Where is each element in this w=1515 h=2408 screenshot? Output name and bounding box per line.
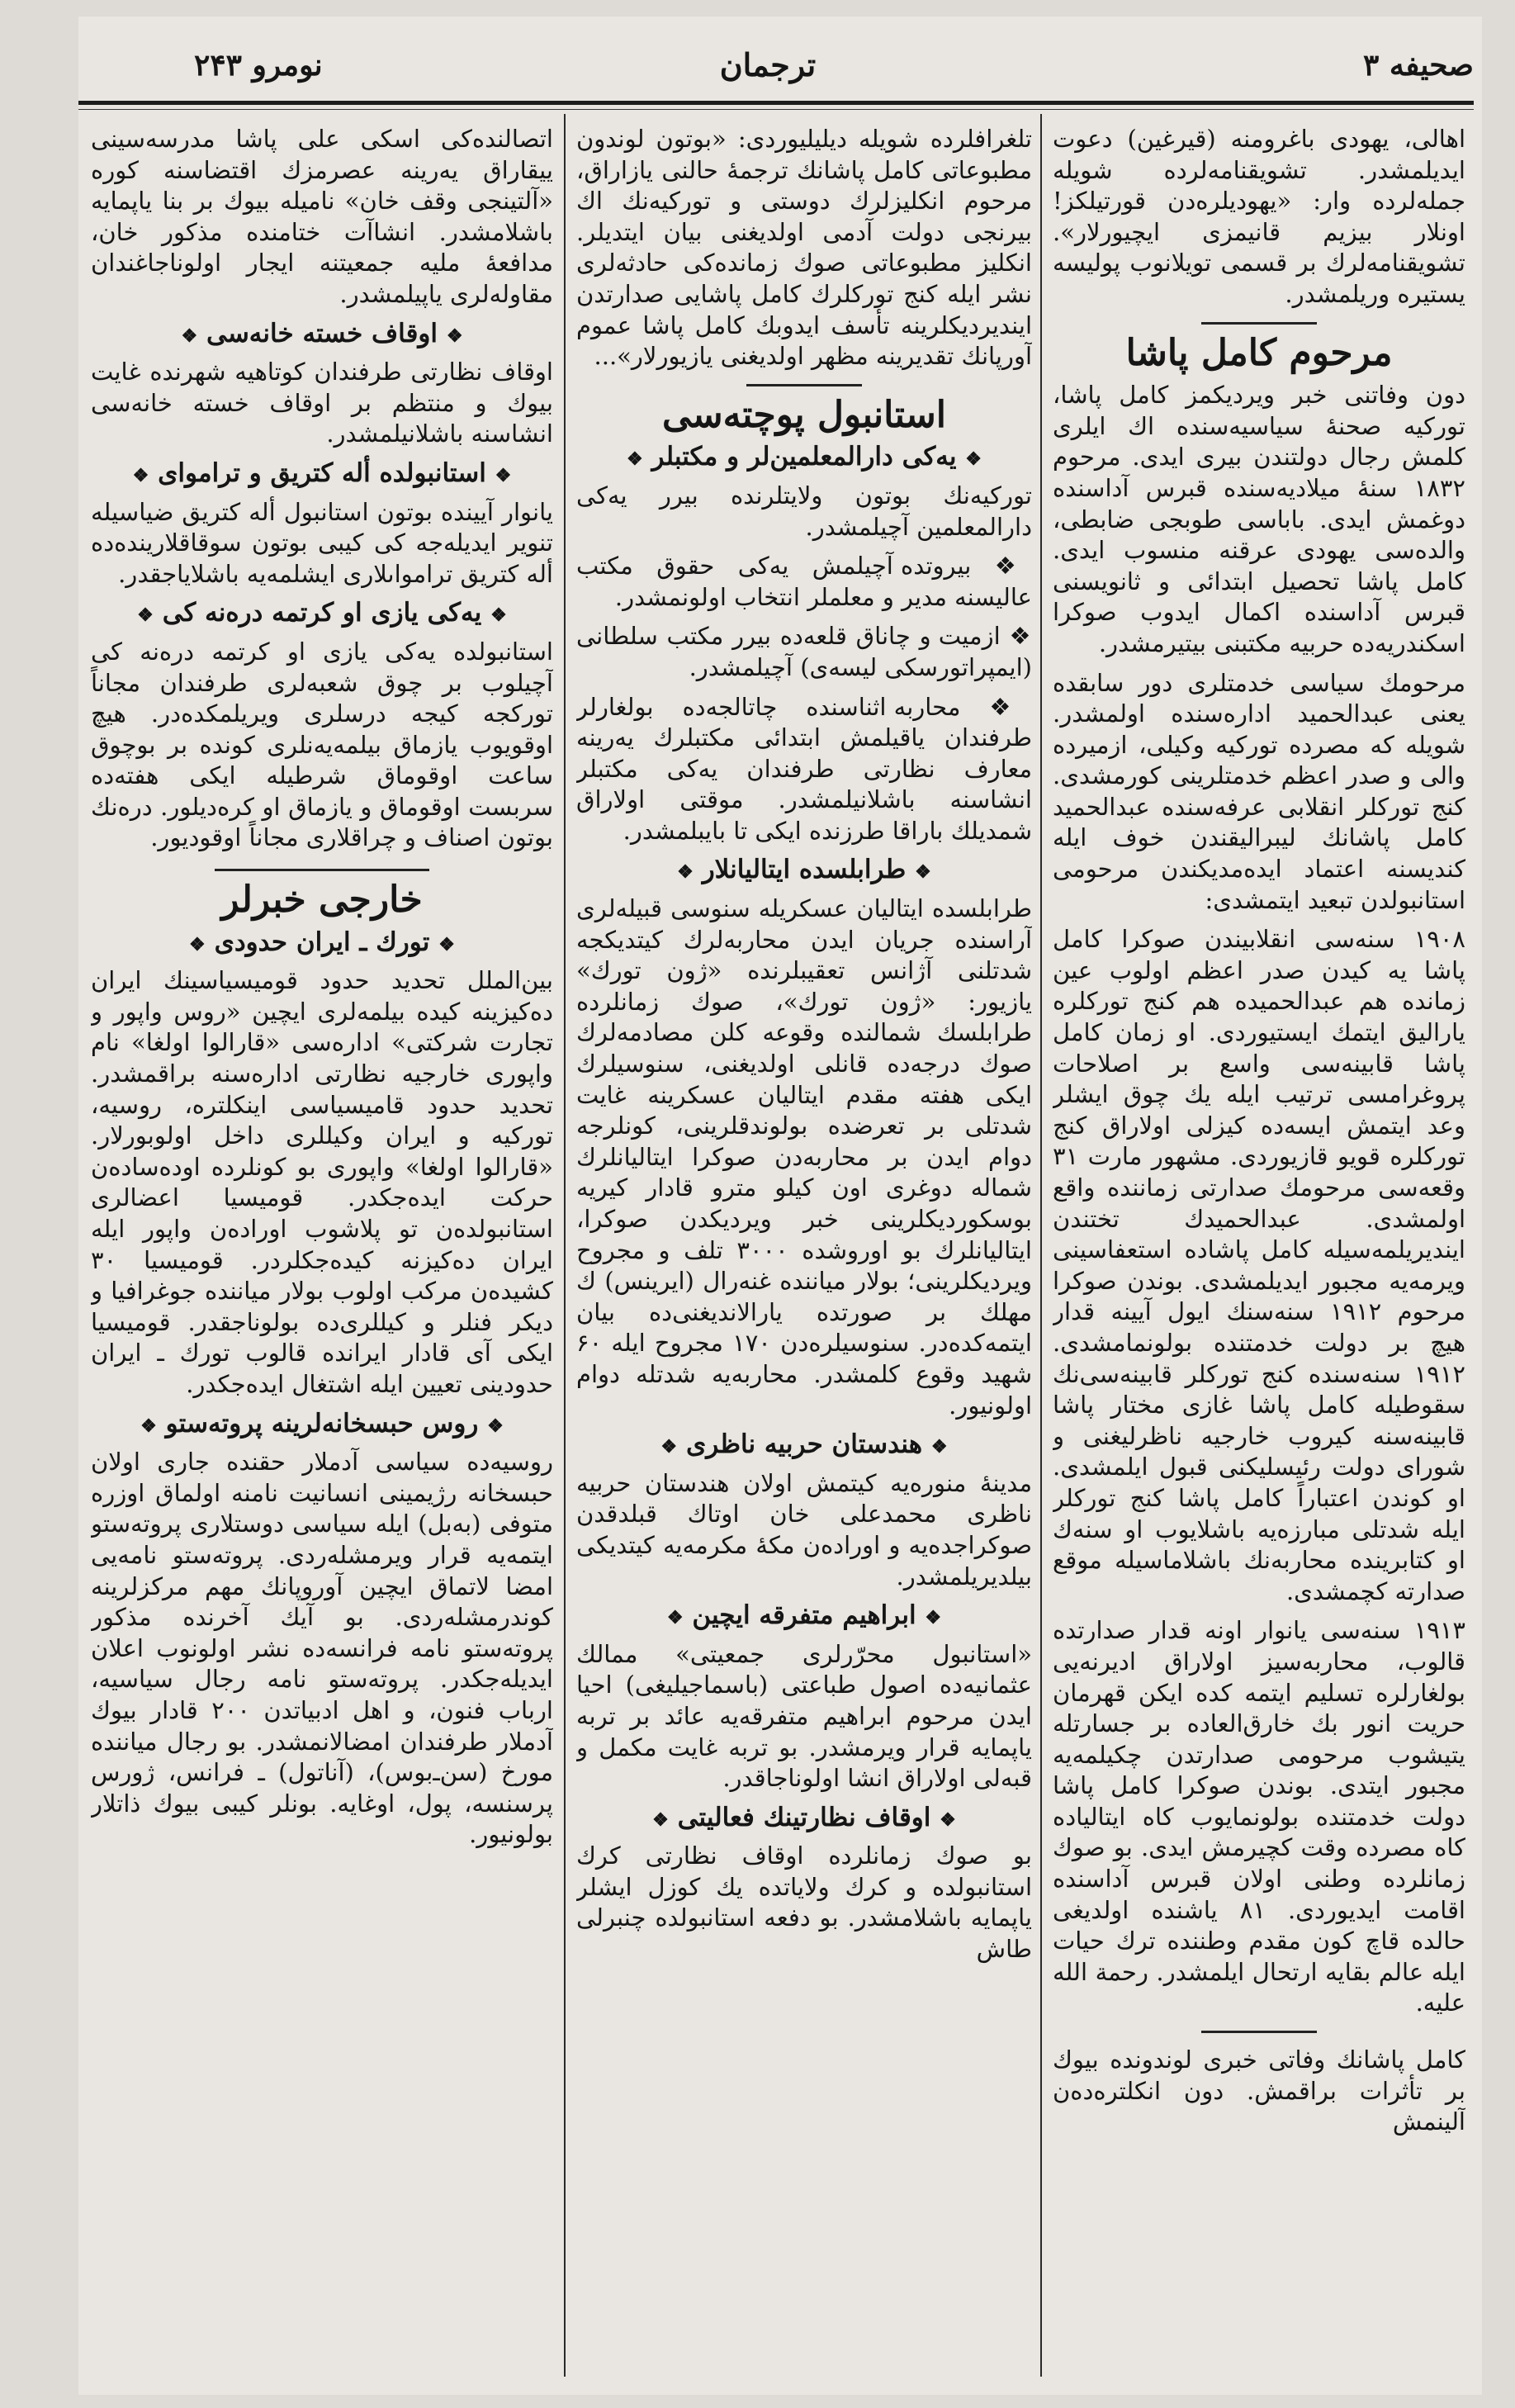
news-item-title: ❖ طرابلسده ایتالیانلار ❖ — [677, 855, 931, 885]
ornament-icon: ❖ — [137, 604, 154, 627]
ornament-icon: ❖ — [626, 448, 643, 471]
ornament-icon: ❖ — [438, 933, 455, 955]
ornament-icon: ❖ — [925, 1607, 942, 1629]
news-item-text: روسیه‌ده سیاسی آدملار حقنده جاری اولان حبسخانه رژیمینی انسانیت نامنه اولماق اوزره متوفی (به‌بل) ایله سیاسی دوستلاری پروته‌ستو ایتمه‌یه قرار ویرمشله‌ردی. پروته‌ستو نامه‌یی امضا لاتماق ایچین آوروپانك مهم مرکزلرینه کوندرمشله‌ردی. بو آیك آخرنده مذکور پروته‌ستو نامه فرانسه‌ده نشر اولونوب اعلان ایدیله‌جکدر. پروته‌ستو نامه رجال سیاسیه، ارباب فنون، و اهل ادبیاتدن ۲۰۰ قادار بیوك آدملار طرفندان امضالانمشدر. بو رجال میاننده مورخ (سن‌ـ‌بوس)، (آناتول) ـ فرانس، ژورس پرسنسه، پول، اوغایه. بونلر کیبی بیوك ذاتلار بولونیور. — [91, 1448, 553, 1849]
ornament-icon: ❖ — [915, 861, 931, 884]
article-paragraph: ۱۹۱۳ سنه‌سی یانوار اونه قدار صدارتده قالوب، محاربه‌سیز اولاراق ادیرنه‌یی بولغارلره تسلیم ایتمه کده ایکن قهرمان حریت انور بك خارق‌العاده بر جسارتله یتیشوب مرحومی صدارتدن چکیلمه‌یه مجبور ایتدی. بوندن صوکرا کامل پاشا دولت خدمتنده بولونمایوب کاه ایتالیاده کاه مصرده وقت کچیرمش ایدی. بو صوك زمانلرده وطنی اولان قبرس آداسنده اقامت ایدیوردی. ۸۱ یاشنده اولدیغی حالده قاچ کون مقدم وطننده ترك حیات ایله عالم بقایه ارتحال ایلمشدر. رحمة الله علیه. — [1053, 1616, 1465, 2017]
news-item-text: ❖ بیروتده آچیلمش یه‌کی حقوق مکتب عالیسنه مدیر و معلملر انتخاب اولونمشدر. — [576, 552, 1032, 611]
newspaper-title: ترجمان — [719, 46, 817, 83]
news-item-title: ❖ اوقاف نظارتینك فعالیتی ❖ — [652, 1802, 956, 1832]
news-item-title: ❖ ابراهیم متفرقه ایچین ❖ — [666, 1600, 942, 1631]
news-item-text: ❖ محاربه اثناسنده چاتالجه‌ده بولغارلر طرفندان یاقیلمش ابتدائی مکتبلرك یه‌رینه معارف نظارتی طرفندان یه‌کی مکتبلر انشاسنه باشلانیلمشدر. موقتی اولاراق شمدیلك باراقا طرزنده ایکی تا بایبلمشدر. — [576, 692, 1032, 845]
article-paragraph: کامل پاشانك وفاتی خبری لوندونده بیوك بر تأثرات براقمش. دون انکلتره‌ده‌ن آلینمش — [1053, 2045, 1465, 2136]
ornament-icon: ❖ — [189, 933, 206, 955]
ornament-icon: ❖ — [677, 861, 694, 884]
ornament-icon: ❖ — [181, 325, 198, 347]
article-paragraph: دون وفاتنی خبر ویردیکمز کامل پاشا، تورکیه صحنهٔ سیاسیه‌سنده اك ایلری کلمش رجال دولتندن بیری ایدی. مرحوم ۱۸۳۲ سنهٔ میلادیه‌سنده قبرس آداسنده دوغمش ایدی. باباسی طوبجی ضابطی، والده‌سی یهودی عرقنه منسوب ایدی. کامل پاشا تحصیل ابتدائی و ثانویسنی قبرس آداسنده اکمال ایدوب صوکرا اسکندریه‌ده حربیه مکتبنی بیتیرمشدر. — [1053, 381, 1465, 657]
headline-kamil-pasha: مرحوم کامل پاشا — [1125, 331, 1393, 374]
right-column — [1053, 124, 1465, 2370]
news-item-text: اوقاف نظارتی طرفندان کوتاهیه شهرنده غایت بیوك و منتظم بر اوقاف خسته خانه‌سی انشاسنه باشلانیلمشدر. — [91, 358, 553, 448]
news-item-text: یانوار آیینده بوتون استانبول أله کتریق ضیاسیله تنویر ایدیله‌جه کی کیبی بوتون سوقاقلارینده‌ده أله کتریق ترامواىلاری ایشلمه‌یه باشلایاجقدر. — [91, 497, 553, 588]
ornament-icon: ❖ — [446, 325, 463, 347]
column-divider-left — [564, 114, 566, 2377]
news-item-title: ❖ اوقاف خسته خانه‌سی ❖ — [181, 318, 463, 348]
news-item-title: ❖ هندستان حربیه ناظری ❖ — [660, 1429, 948, 1460]
middle-column — [576, 124, 1032, 2370]
news-item-title: ❖ یه‌کی دارالمعلمین‌لر و مکتبلر ❖ — [626, 442, 982, 472]
news-item-title: ❖ روس حبسخانه‌لرینه پروته‌ستو ❖ — [140, 1408, 504, 1439]
issue-number: نومرو ۲۴۳ — [194, 48, 323, 83]
news-item-text: ❖ ازمیت و چاناق قلعه‌ده بیرر مکتب سلطانی (ایمپراتورسکی لیسه‌ی) آچیلمشدر. — [576, 622, 1032, 681]
left-intro: اتصالنده‌کی اسکی علی پاشا مدرسه‌سینی ییقاراق یه‌رینه عصرمزك اقتضاسنه کوره «آلتینجی وقف خان» نامیله بیوك بر بنا یاپمایه باشلامشدر. انشاآت ختامنده مذکور خان، مدافعهٔ ملیه جمعیتنه ایجار اولوناجاغندان مقاوله‌لری یاپیلمشدر. — [91, 125, 553, 308]
ornament-icon: ❖ — [140, 1415, 157, 1437]
masthead-rule — [78, 101, 1474, 105]
ornament-icon: ❖ — [989, 692, 1032, 721]
column-divider-right — [1040, 114, 1042, 2377]
ornament-icon: ❖ — [495, 464, 512, 486]
ornament-icon: ❖ — [660, 1436, 678, 1458]
article-paragraph: ۱۹۰۸ سنه‌سی انقلابیندن صوکرا کامل پاشا یه کیدن صدر اعظم اولوب عین زمانده هم عبدالحمیده هم کنج تورکلره یارالیق ایتمك ایستیوردی. او زمان کامل پاشا قابینه‌سی واسع بر اصلاحات پروغرامسی ترتیب ایله یك چوق ایشلر وعد ایتمش ایسه‌ده کیزلی اولاراق کنج تورکلره قویو قازیوردی. مشهور مارت ۳۱ وقعه‌سی مرحومك صدارتی زماننده واقع اولمشدی. عبدالحمیدك تختندن ایندیریلمه‌سیله کامل پاشاده استعفاسینی ویرمه‌یه مجبور ایدیلمشدی. بوندن صوکرا مرحوم ۱۹۱۲ سنه‌سنك ایول آیینه قدار هیچ بر دولت خدمتنده بولونمامشدی. ۱۹۱۲ سنه‌سنده کنج تورکلر قابینه‌سی‌نك سقوطیله کامل پاشا غازی مختار پاشا قابینه‌سنه کیروب خارجیه ناظرلیغنی و شورای دولت رئیسلیکنی قبول ایلمشدی. او کوندن اعتباراً کامل پاشا کنج تورکلر ایله شدتلی مبارزه‌یه باشلایوب او سنه‌ك او کتابرینده محاربه‌نك باشلاماسیله موقع صدارته کچمشدی. — [1053, 925, 1465, 1605]
news-item-text: استانبولده یه‌کی یازی او کرتمه دره‌نه کی آچیلوب بر چوق شعبه‌لری طرفندان مجاناً تورکجه کیجه درسلری ویریلمکده‌در. هیچ اوقویوب یازماق بیلمه‌یه‌نلری کونده بر بوچوق ساعت اوقوماق شرطیله ایکی هفته‌ده سربست اوقوماق و یازماق او کره‌دیلور. دره‌نك بوتون اصناف و چراقلاری مجاناً اوقودیور. — [91, 637, 553, 852]
ornament-icon: ❖ — [490, 604, 507, 627]
ornament-icon: ❖ — [930, 1436, 948, 1458]
news-item-text: طرابلسده ایتالیان عسکریله سنوسی قبیله‌لری آراسنده جریان ایدن محاربه‌لرك کیتدیکجه شدتلنی آژانس تعقیبلرنده «ژون تورك» یازیور: «ژون تورك»، صوك زمانلرده طرابلسك شمالنده وقوعه کلن مصادمه‌لرك صوك درجه‌ده قانلی اولدیغنی، سنوسیلرك ایکی هفته مقدم ایتالیان عسکرینه غایت شدتلی بر تعرضده بولوندقلرینی، کونلرجه دوام ایدن بر محاربه‌دن صوکرا ایتالیانلرك شماله دوغری اون کیلو مترو قادار کیریه بوسکوردیکلرینی خبر ویردیکدن صوکرا، ایتالیانلرك بو اوروشده ۳۰۰۰ تلف و مجروح ویردیکلرینی؛ بولار میاننده غنه‌رال (ایرینس) ك مهلك بر صورتده یارالاندیغنی‌ده بیان ایتمه‌کده‌در. سنوسیلره‌دن ۱۷۰ مجروح ایله ۶۰ شهید وقوع کلمشدر. محاربه‌یه شدتله دوام اولونیور. — [576, 894, 1032, 1420]
ornament-icon: ❖ — [940, 1808, 956, 1831]
ornament-icon: ❖ — [132, 464, 149, 486]
ornament-icon: ❖ — [487, 1415, 504, 1437]
masthead-rule-thin — [78, 109, 1474, 110]
article-paragraph: مرحومك سیاسی خدمتلری دور سابقده یعنی عبدالحمید اداره‌سنده اولمشدر. شویله که مصرده تورکیه وکیلی، ازمیرده والی و صدر اعظم خدمتلرینی کورمشدی. کنج تورکلر انقلابی عرفه‌سنده عبدالحمید کامل پاشانك لیبرالیقندن خوف ایله کندیسنه اعتماد ایده‌مدیکندن مرحومی استانبولدن تبعید ایتمشدی: — [1053, 668, 1465, 914]
ornament-icon: ❖ — [666, 1607, 684, 1629]
ornament-icon: ❖ — [994, 552, 1032, 581]
page-number: صحیفه ۳ — [1362, 48, 1474, 83]
news-item-title: ❖ تورك ـ ایران حدودی ❖ — [189, 927, 455, 957]
news-item-title: ❖ استانبولده أله کتریق و ترامواى ❖ — [132, 457, 512, 488]
left-column — [91, 124, 553, 2370]
news-item-text: مدینهٔ منوره‌یه کیتمش اولان هندستان حربیه ناظری محمدعلی خان اوتاك قبلدقدن صوکراجده‌یه و اوراده‌ن مکهٔ مکرمه‌یه کیتدیکی بیلدیریلمشدر. — [576, 1468, 1032, 1590]
headline-istanbul-post: استانبول پوچته‌سی — [662, 393, 946, 436]
divider — [1201, 322, 1317, 325]
divider — [746, 384, 862, 386]
ornament-icon: ❖ — [965, 448, 982, 471]
divider — [1201, 2031, 1317, 2033]
ornament-icon: ❖ — [652, 1808, 669, 1831]
news-item-text: «استانبول محرّرلری جمعیتی» ممالك عثمانیه‌ده اصول طباعتی (باسماجیلیغی) احیا ایدن مرحوم ابراهیم متفرقه‌یه عائد بر تربه یاپمایه قرار ویرمشدر. بو تربه غایت مکمل و قبه‌لی اولاراق انشا اولوناجاقدر. — [576, 1639, 1032, 1793]
right-intro: اهالی، یهودی باغرومنه (قیرغین) دعوت ایدیلمشدر. تشویقنامه‌لرده شویله جمله‌لرده وار: «یهودیلره‌دن قورتیلکز! اونلار بیزیم قانیمزی ایچیورلار». تشویقنامه‌لرك بر قسمی تویلانوب پولیسه یستیره وریلمشدر. — [1053, 125, 1465, 308]
middle-intro: تلغرافلرده شویله دیلیلیوردی: «بوتون لوندون مطبوعاتی کامل پاشانك ترجمهٔ حالنی یازاراق، مرحوم انکلیزلرك دوستی و تورکیه‌نك اك بیرنجی دولت آدمی اولدیغنی بیان ایتدیلر. انکلیز مطبوعاتی صوك زمانده‌کی حادثه‌لری نشر ایله کنج تورکلرك کامل پاشایی صدارتدن ایندیردیکلرینه تأسف ایدوبك کامل پاشا عموم آورپانك تقدیرینه مظهر اولدیغنی یازیورلار»... — [576, 125, 1032, 371]
news-item-title: ❖ یه‌کی یازی او کرتمه دره‌نه کی ❖ — [137, 598, 507, 628]
ornament-icon: ❖ — [1009, 622, 1032, 651]
news-item-text: بو صوك زمانلرده اوقاف نظارتی کرك استانبولده و کرك ولایاتده یك کوزل ایشلر یاپمایه باشلامشدر. بو دفعه استانبولده چنبرلی طاش — [576, 1842, 1032, 1964]
news-item-text: تورکیه‌نك بوتون ولایتلرنده بیرر یه‌کی دارالمعلمین آچیلمشدر. — [576, 481, 1032, 541]
headline-foreign-news: خارجی خبرلر — [221, 879, 423, 922]
news-item-text: بین‌الملل تحدید حدود قومیسیاسینك ایران ده‌کیزینه کیده بیلمه‌لری ایچین «روس واپور و تجارت شرکتی» اداره‌سی «قارالوا اولغا» نام واپوری خارجیه نظارتی اداره‌سنه براقمشدر. تحدید حدود قامیسیاسی اینکلتره، روسیه، تورکیه و ایران وکیللری داخل اولوبورلار. «قارالوا اولغا» واپوری بو کونلرده اوده‌ساده‌ن حرکت ایده‌جکدر. قومیسیا اعضالری استانبولده‌ن تو پلاشوب اوراده‌ن واپور ایله ایران ده‌کیزنه کیده‌جکلردر. قومیسیا ۳۰ کشیده‌ن مرکب اولوب بولار میاننده جوغرافیا و دیکر فنلر و کیللری‌ده بولوناجقدر. قومیسیا ایکی آی قادار ایرانده قالوب تورك ـ ایران حدودینی تعیین ایله اشتغال ایده‌جکدر. — [91, 966, 553, 1398]
divider — [215, 869, 429, 871]
masthead — [62, 41, 1474, 99]
